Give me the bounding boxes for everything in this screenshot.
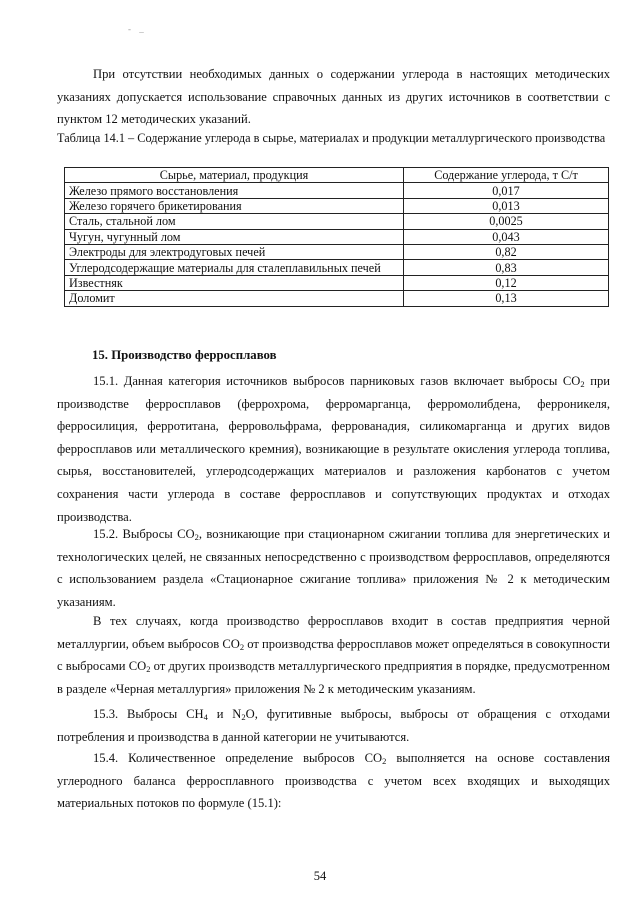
carbon-value-cell: 0,13 <box>404 291 609 306</box>
paragraph-15-3: 15.3. Выбросы $CH_4$ и $N_2O$, фугитивные выбросы, выбросы от обращения с отходами потребления и производства в данной категории не учитываются. <box>57 707 610 744</box>
material-cell: Электроды для электродуговых печей <box>65 244 404 259</box>
table-caption: Таблица 14.1 – Содержание углерода в сырье, материалах и продукции металлургического производства <box>57 131 606 145</box>
paragraph-15-2: 15.2. Выбросы $CO_2$, возникающие при стационарном сжигании топлива для энергетических и технологических целей, не связанных непосредственно с производством ферросплавов, определяются с использованием раздела «Стационарное сжигание топлива» приложения № 2 к методическим указаниям. <box>57 527 610 609</box>
material-cell: Углеродсодержащие материалы для сталеплавильных печей <box>65 260 404 275</box>
intro-paragraph: При отсутствии необходимых данных о содержании углерода в настоящих методических указаниях допускается использование справочных данных из других источников в соответствии с пунктом 12 методических указаний. <box>57 67 610 127</box>
table-row <box>65 244 609 259</box>
carbon-value-cell: 0,82 <box>404 244 609 259</box>
section-heading: 15. Производство ферросплавов <box>92 348 277 362</box>
paragraph-metallurgy: В тех случаях, когда производство ферросплавов входит в состав предприятия черной металлургии, объем выбросов $CO_2$ от производства ферросплавов может определяться в совокупности с выбросами $CO_2$ от других производств металлургического предприятия в порядке, предусмотренном в разделе «Черная металлургия» приложения № 2 к методическим указаниям. <box>57 614 610 696</box>
page-number: 54 <box>313 869 327 883</box>
carbon-value-cell: 0,017 <box>404 183 609 198</box>
column-header-material: Сырье, материал, продукция <box>65 168 404 183</box>
paragraph-15-4: 15.4. Количественное определение выбросов $CO_2$ выполняется на основе составления углеродного баланса ферросплавного производства с учетом всех входящих и выходящих материальных потоков по формуле (15.1): <box>57 751 610 811</box>
table-header-row <box>65 168 609 183</box>
table-row <box>65 229 609 244</box>
material-cell: Железо прямого восстановления <box>65 183 404 198</box>
table-body <box>65 183 609 306</box>
table-row <box>65 260 609 275</box>
table-row <box>65 291 609 306</box>
table-row <box>65 214 609 229</box>
carbon-content-table <box>64 167 609 307</box>
carbon-value-cell: 0,043 <box>404 229 609 244</box>
carbon-value-cell: 0,0025 <box>404 214 609 229</box>
scan-artifact: - _ <box>128 24 147 34</box>
table-row <box>65 275 609 290</box>
material-cell: Доломит <box>65 291 404 306</box>
column-header-carbon: Содержание углерода, т С/т <box>404 168 609 183</box>
table-row <box>65 183 609 198</box>
material-cell: Железо горячего брикетирования <box>65 198 404 213</box>
material-cell: Сталь, стальной лом <box>65 214 404 229</box>
paragraph-15-1: 15.1. Данная категория источников выбросов парниковых газов включает выбросы $CO_2$ при производстве ферросплавов (феррохрома, ферромарганца, ферромолибдена, ферроникеля, ферросилиция, ферротитана, ферровольфрама, феррованадия, силикомарганца и других видов ферросплавов или металлического кремния), возникающие в результате окисления углерода топлива, сырья, восстановителей, углеродсодержащих материалов и разложения карбонатов с учетом сохранения части углерода в составе ферросплавов и сопутствующих продуктах и отходах производства. <box>57 374 610 524</box>
carbon-value-cell: 0,013 <box>404 198 609 213</box>
table-row <box>65 198 609 213</box>
carbon-value-cell: 0,12 <box>404 275 609 290</box>
material-cell: Известняк <box>65 275 404 290</box>
carbon-value-cell: 0,83 <box>404 260 609 275</box>
material-cell: Чугун, чугунный лом <box>65 229 404 244</box>
